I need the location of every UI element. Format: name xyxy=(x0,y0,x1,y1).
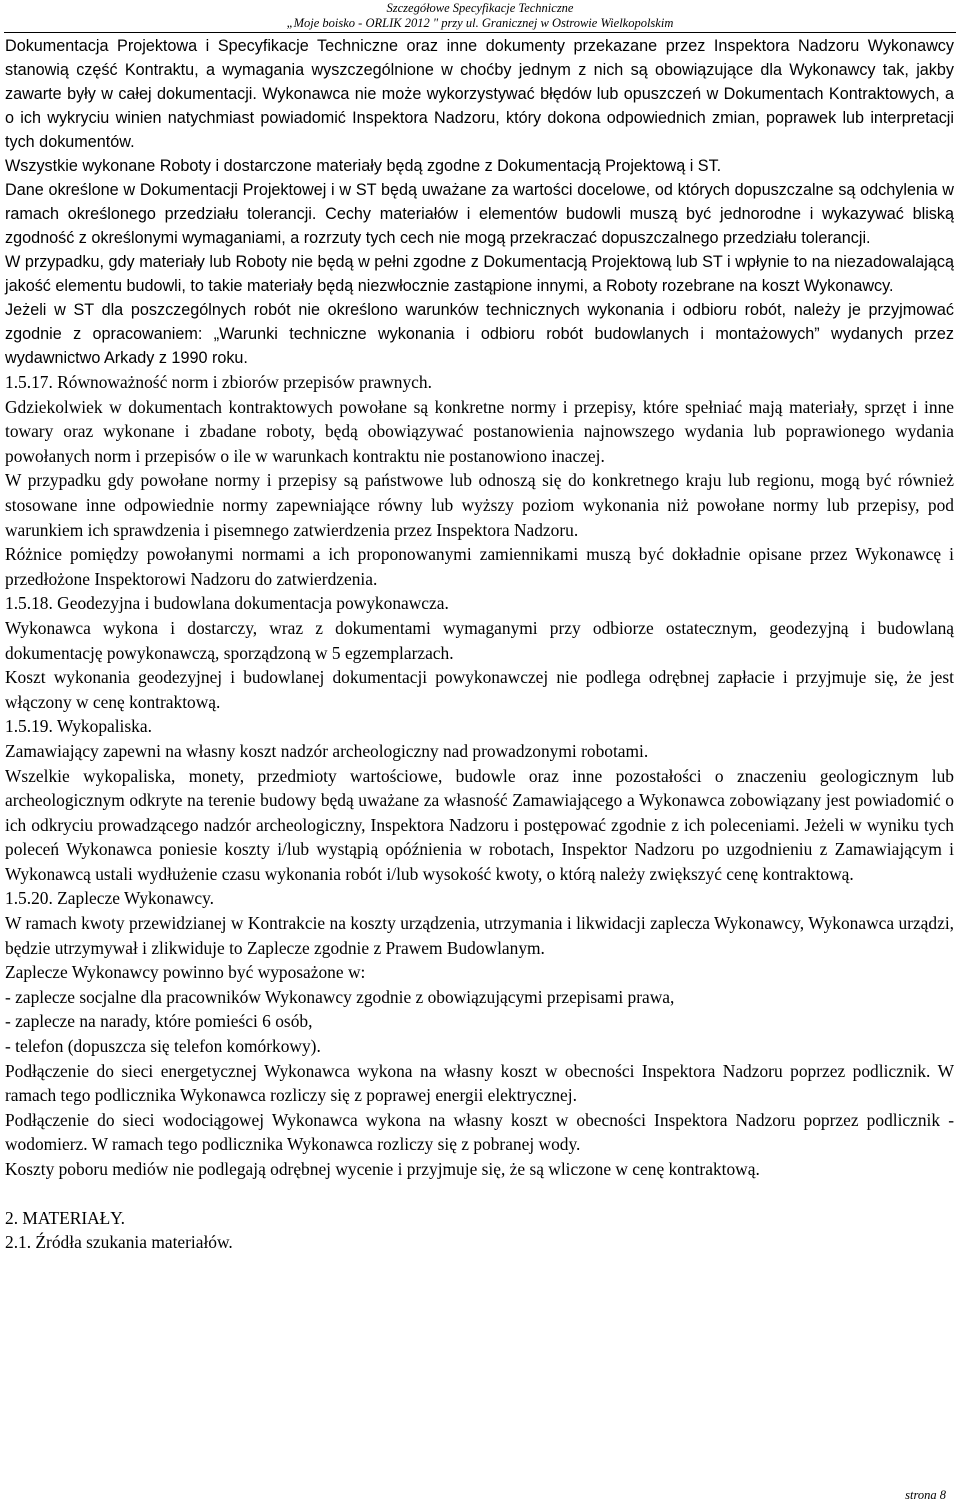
document-body xyxy=(5,34,954,1255)
header-document-title: Szczegółowe Specyfikacje Techniczne xyxy=(386,1,574,15)
paragraph-documentation-contract: Dokumentacja Projektowa i Specyfikacje Techniczne oraz inne dokumenty przekazane przez Inspektora Nadzoru Wykonawcy stanowią część Kontraktu, a wymagania wyszczególnione w choćby jednym z nich są obowiązujące dla Wykonawcy tak, jakby zawarte były w całej dokumentacji. Wykonawca nie może wykorzystywać błędów lub opuszczeń w Dokumentach Kontraktowych, a o ich wykryciu winien natychmiast powiadomić Inspektora Nadzoru, który dokona odpowiednich zmian, poprawek lub interpretacji tych dokumentów. xyxy=(5,37,954,151)
section-heading-1-5-17: 1.5.17. Równoważność norm i zbiorów przepisów prawnych. xyxy=(5,372,432,392)
section-heading-materials: 2. MATERIAŁY. xyxy=(5,1207,125,1228)
section-heading-1-5-18: 1.5.18. Geodezyjna i budowlana dokumentacja powykonawcza. xyxy=(5,593,449,614)
paragraph-standards-versions: Gdziekolwiek w dokumentach kontraktowych powołane są konkretne normy i przepisy, które spełniać mają materiały, sprzęt i inne towary oraz wykonane i zbadane roboty, będą obowiązywać postanowienia najnowszego wydania lub poprawionego wydania powołanych norm i przepisów o ile w warunkach kontraktu nie postanowiono inaczej. xyxy=(5,396,954,466)
page-header xyxy=(0,1,960,31)
paragraph-excavations: Wszelkie wykopaliska, monety, przedmioty wartościowe, budowle oraz inne pozostałości o znaczeniu geologicznym lub archeologicznym odkryte na terenie budowy będą uważane za własność Zamawiającego a Wykonawca zobowiązany jest powiadomić o ich odkryciu prowadzącego nadzór archeologiczny, Inspektora Nadzoru i postępować zgodnie z ich poleceniami. Jeżeli w wyniku tych poleceń Wykonawca poniesie koszty i/lub wystąpią opóźnienia w robotach, Inspektor Nadzoru po uzgodnieniu z Zamawiającym i Wykonawcą ustali wydłużenie czasu wykonania robót i/lub wysokość kwoty, o którą należy zwiększyć cenę kontraktową. xyxy=(5,765,954,884)
paragraph-contractor-facilities: W ramach kwoty przewidzianej w Kontrakcie na koszty urządzenia, utrzymania i likwidacji zaplecza Wykonawcy, Wykonawca urządzi, będzie utrzymywał i zlikwiduje to Zaplecze zgodnie z Prawem Budowlanym. xyxy=(5,913,954,958)
paragraph-utilities-cost: Koszty poboru mediów nie podlegają odrębnej wycenie i przyjmuje się, że są wliczone w cenę kontraktową. xyxy=(5,1159,760,1179)
paragraph-as-built-documentation: Wykonawca wykona i dostarczy, wraz z dokumentami wymaganymi przy odbiorze ostatecznym, geodezyjną i budowlaną dokumentację powykonawczą, sporządzoną w 5 egzemplarzach. xyxy=(5,617,954,663)
section-heading-1-5-20: 1.5.20. Zaplecze Wykonawcy. xyxy=(5,888,215,909)
section-heading-1-5-19: 1.5.19. Wykopaliska. xyxy=(5,716,152,737)
header-rule xyxy=(4,32,956,33)
paragraph-tolerances: Dane określone w Dokumentacji Projektowej i w ST będą uważane za wartości docelowe, od których dopuszczalne są odchylenia w ramach określonego przedziału tolerancji. Cechy materiałów i elementów budowli muszą być jednorodne i wykazywać bliską zgodność z określonymi wymaganiami, a rozrzuty tych cech nie mogą przekraczać dopuszczalnego przedziału tolerancji. xyxy=(5,181,954,247)
paragraph-nonconforming-materials: W przypadku, gdy materiały lub Roboty nie będą w pełni zgodne z Dokumentacją Projektową lub ST i wpłynie to na niezadowalającą jakość elementu budowli, to takie materiały będą niezwłocznie zastąpione innymi, a Roboty rozebrane na koszt Wykonawcy. xyxy=(5,253,954,295)
paragraph-standards-differences: Różnice pomiędzy powołanymi normami a ich proponowanymi zamiennikami muszą być dokładnie opisane przez Wykonawcę i przedłożone Inspektorowi Nadzoru do zatwierdzenia. xyxy=(5,544,954,589)
paragraph-water-connection: Podłączenie do sieci wodociągowej Wykonawca wykona na własny koszt w obecności Inspektora Nadzoru poprzez podlicznik - wodomierz. W ramach tego podlicznika Wykonawca rozliczy się z pobranej wody. xyxy=(5,1109,954,1155)
section-heading-2-1: 2.1. Źródła szukania materiałów. xyxy=(5,1232,233,1253)
paragraph-technical-conditions: Jeżeli w ST dla poszczególnych robót nie określono warunków technicznych wykonania i odbioru robót, należy je przyjmować zgodnie z opracowaniem: „Warunki techniczne wykonania i odbioru robót budowlanych i montażowych” wydanych przez wydawnictwo Arkady z 1990 roku. xyxy=(5,301,954,367)
paragraph-facilities-equipment-intro: Zaplecze Wykonawcy powinno być wyposażone w: xyxy=(5,962,366,983)
section-spacer xyxy=(5,1182,954,1206)
paragraph-national-standards: W przypadku gdy powołane normy i przepisy są państwowe lub odnoszą się do konkretnego kraju lub regionu, mogą być również stosowane inne odpowiednie normy zapewniające równy lub wyższy poziom wykonania niż powołane normy lub przepisy, pod warunkiem ich sprawdzenia i pisemnego zatwierdzenia przez Inspektora Nadzoru. xyxy=(5,470,954,540)
page-number: strona 8 xyxy=(905,1488,946,1502)
paragraph-archaeological-supervision: Zamawiający zapewni na własny koszt nadzór archeologiczny nad prowadzonymi robotami. xyxy=(5,740,649,761)
list-item-meeting-room: - zaplecze na narady, które pomieści 6 osób, xyxy=(5,1011,313,1032)
paragraph-power-connection: Podłączenie do sieci energetycznej Wykonawca wykona na własny koszt w obecności Inspektora Nadzoru poprzez podlicznik. W ramach tego podlicznika Wykonawca rozliczy się z poprawej energii elektrycznej. xyxy=(5,1060,954,1106)
paragraph-as-built-cost: Koszt wykonania geodezyjnej i budowlanej dokumentacji powykonawczej nie podlega odrębnej zapłacie i przyjmuje się, że jest włączony w cenę kontraktową. xyxy=(5,667,954,712)
header-project-title: „Moje boisko - ORLIK 2012 " przy ul. Granicznej w Ostrowie Wielkopolskim xyxy=(286,16,674,30)
paragraph-works-compliance: Wszystkie wykonane Roboty i dostarczone materiały będą zgodne z Dokumentacją Projektową i ST. xyxy=(5,157,722,175)
list-item-social-facilities: - zaplecze socjalne dla pracowników Wykonawcy zgodnie z obowiązującymi przepisami prawa, xyxy=(5,986,675,1007)
list-item-telephone: - telefon (dopuszcza się telefon komórkowy). xyxy=(5,1036,321,1057)
